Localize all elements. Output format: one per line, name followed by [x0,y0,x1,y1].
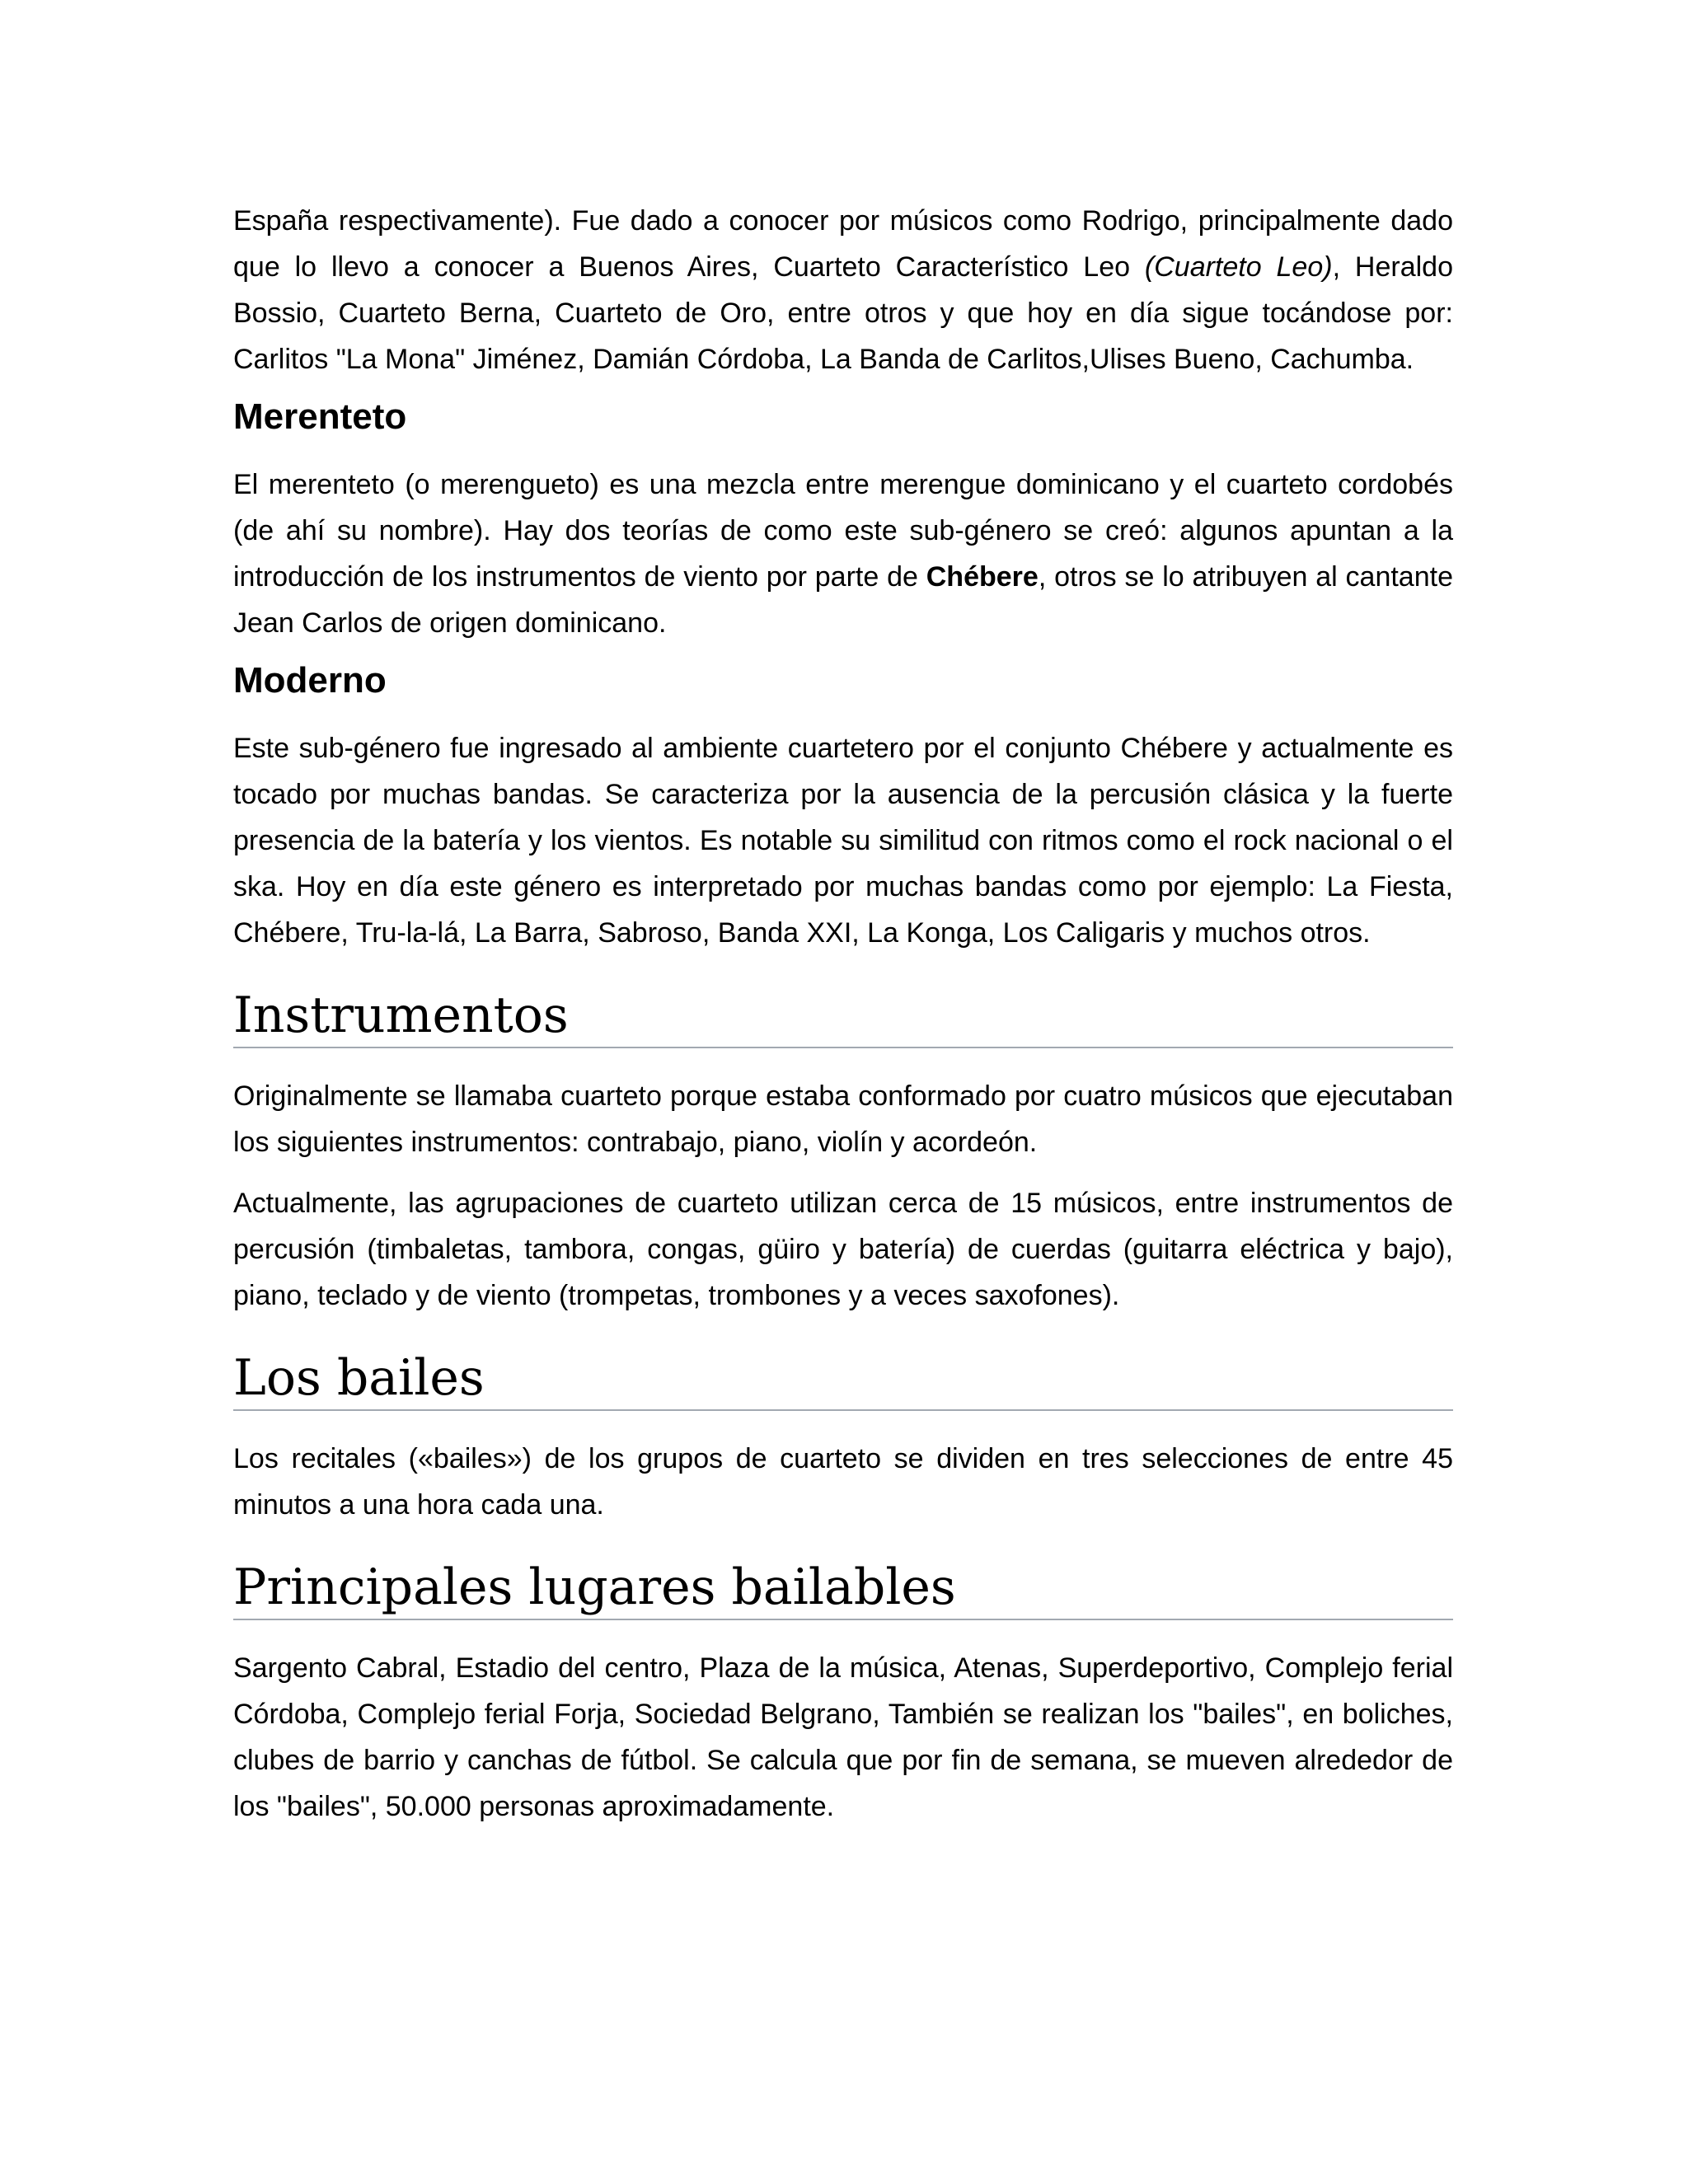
intro-text-c: , Heraldo Bossio, Cuarteto Berna, Cuarteto de Oro, entre otros y que hoy en día sigue tocándose por: Carlitos "La Mona" Jiménez, Damián Córdoba, La Banda de Carlitos,Ulises Bueno, Cachumba. [233,251,1453,375]
moderno-paragraph: Este sub-género fue ingresado al ambiente cuartetero por el conjunto Chébere y actualmente es tocado por muchas bandas. Se caracteriza por la ausencia de la percusión clásica y la fuerte presencia de la batería y los vientos. Es notable su similitud con ritmos como el rock nacional o el ska. Hoy en día este género es interpretado por muchas bandas como por ejemplo: La Fiesta, Chébere, Tru-la-lá, La Barra, Sabroso, Banda XXI, La Konga, Los Caligaris y muchos otros. [233,733,1453,949]
intro-italic-cuarteto-leo: (Cuarteto Leo) [1144,251,1333,283]
merenteto-paragraph [233,462,1453,646]
heading-instrumentos: Instrumentos [233,986,1453,1048]
heading-los-bailes: Los bailes [233,1348,1453,1411]
bailes-paragraph: Los recitales («bailes») de los grupos de cuarteto se dividen en tres selecciones de entre 45 minutos a una hora cada una. [233,1443,1453,1521]
document-page [233,198,1453,1830]
heading-principales-lugares: Principales lugares bailables [233,1558,1453,1620]
heading-moderno: Moderno [233,660,387,701]
intro-paragraph [233,198,1453,382]
intro-text-a: España respectivamente). Fue dado a conocer por músicos como Rodrigo, principalmente dado que lo llevo a conocer a Buenos Aires, Cuarteto Característico Leo [233,205,1453,283]
merenteto-text-c: , otros se lo atribuyen al cantante Jean Carlos de origen dominicano. [233,561,1453,639]
lugares-paragraph: Sargento Cabral, Estadio del centro, Plaza de la música, Atenas, Superdeportivo, Complejo ferial Córdoba, Complejo ferial Forja, Sociedad Belgrano, También se realizan los "bailes", en boliches, clubes de barrio y canchas de fútbol. Se calcula que por fin de semana, se mueven alrededor de los "bailes", 50.000 personas aproximadamente. [233,1652,1453,1822]
merenteto-text-a: El merenteto (o merengueto) es una mezcla entre merengue dominicano y el cuarteto cordobés (de ahí su nombre). Hay dos teorías de como este sub-género se creó: algunos apuntan a la introducción de los instrumentos de viento por parte de [233,469,1453,593]
heading-merenteto: Merenteto [233,396,407,437]
instrumentos-paragraph-1: Originalmente se llamaba cuarteto porque estaba conformado por cuatro músicos que ejecutaban los siguientes instrumentos: contrabajo, piano, violín y acordeón. [233,1080,1453,1158]
merenteto-bold-chebere: Chébere [926,561,1039,593]
instrumentos-paragraph-2: Actualmente, las agrupaciones de cuarteto utilizan cerca de 15 músicos, entre instrumentos de percusión (timbaletas, tambora, congas, güiro y batería) de cuerdas (guitarra eléctrica y bajo), piano, teclado y de viento (trompetas, trombones y a veces saxofones). [233,1188,1453,1311]
